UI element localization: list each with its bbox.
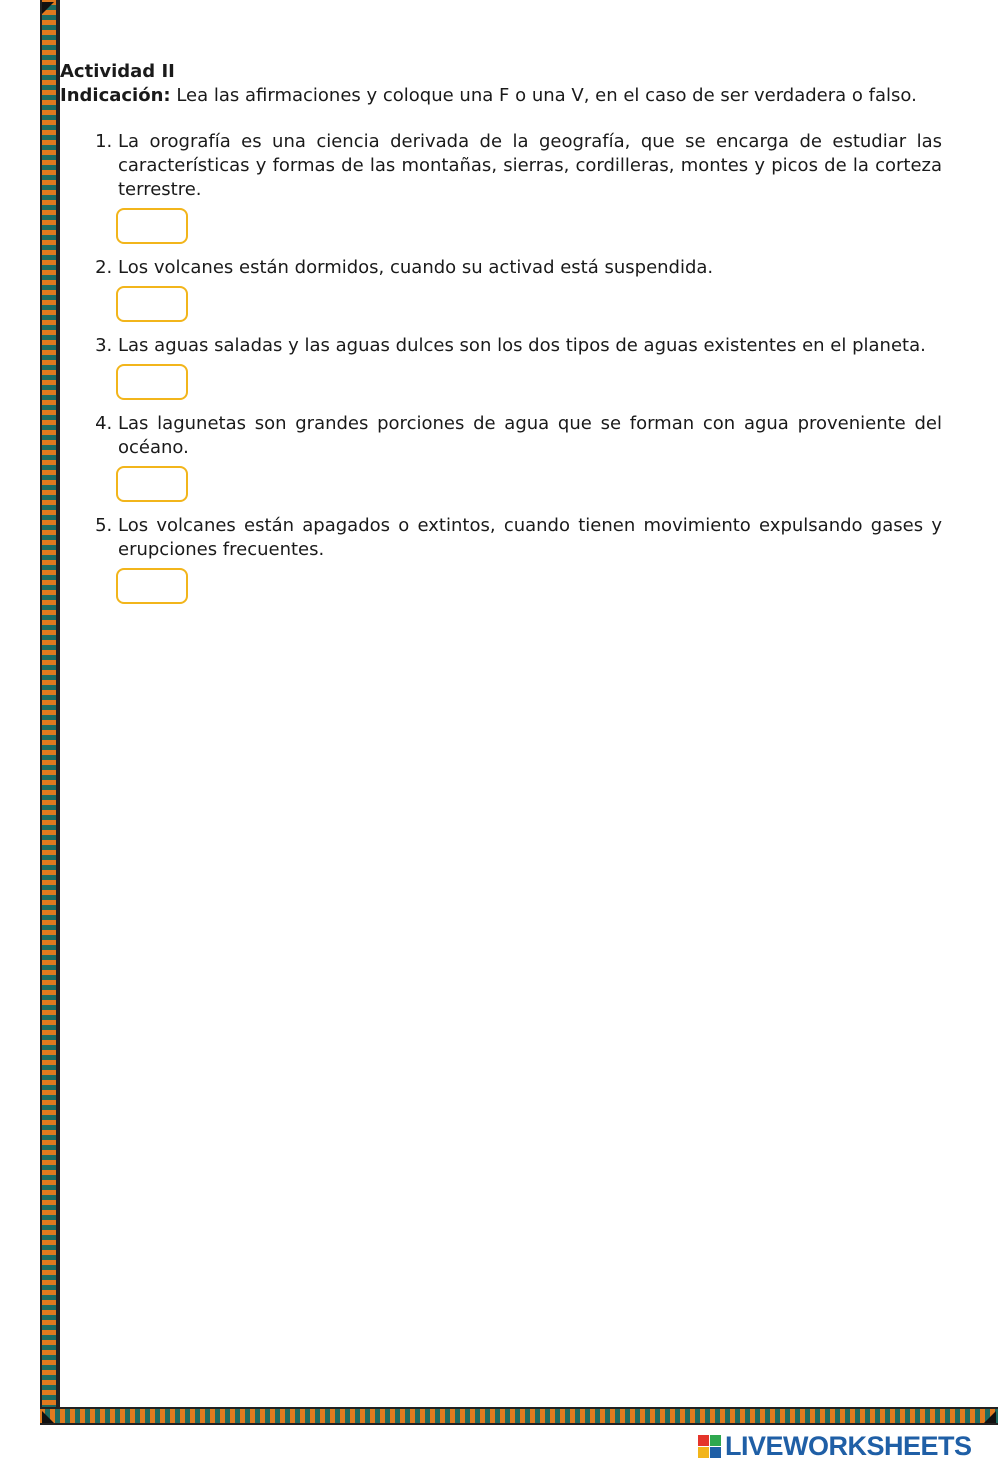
worksheet-content xyxy=(60,60,942,616)
statement-list xyxy=(60,130,942,604)
answer-input[interactable] xyxy=(116,466,188,502)
corner-triangle-icon xyxy=(984,1411,996,1423)
logo-text: LIVEWORKSHEETS xyxy=(725,1430,972,1461)
logo-tiles-icon xyxy=(698,1435,721,1458)
logo-tile xyxy=(710,1435,721,1446)
activity-title: Actividad II xyxy=(60,61,175,82)
liveworksheets-logo xyxy=(698,1431,972,1461)
statement-item xyxy=(118,130,942,244)
corner-triangle-icon xyxy=(42,2,54,14)
statement-text: 3. Las aguas saladas y las aguas dulces son los dos tipos de aguas existentes en el planeta. xyxy=(118,335,926,356)
statement-text: 2. Los volcanes están dormidos, cuando su activad está suspendida. xyxy=(118,257,714,278)
logo-tile xyxy=(698,1435,709,1446)
logo-tile xyxy=(698,1447,709,1458)
instruction xyxy=(60,84,942,108)
answer-input[interactable] xyxy=(116,286,188,322)
answer-input[interactable] xyxy=(116,208,188,244)
instruction-label: Indicación: xyxy=(60,85,171,106)
statement-item xyxy=(118,256,942,322)
instruction-text: Lea las afirmaciones y coloque una F o una V, en el caso de ser verdadera o falso. xyxy=(170,85,917,106)
statement-text: 5. Los volcanes están apagados o extintos, cuando tienen movimiento expulsando gases y erupciones frecuentes. xyxy=(118,515,942,560)
answer-input[interactable] xyxy=(116,364,188,400)
decorative-border-left xyxy=(40,0,58,1425)
statement-item xyxy=(118,334,942,400)
statement-item xyxy=(118,412,942,502)
statement-item xyxy=(118,514,942,604)
statement-text: 4. Las lagunetas son grandes porciones de agua que se forman con agua proveniente del océano. xyxy=(118,413,942,458)
statement-text: 1. La orografía es una ciencia derivada de la geografía, que se encarga de estudiar las características y formas de las montañas, sierras, cordilleras, montes y picos de la corteza terrestre. xyxy=(118,131,942,200)
corner-triangle-icon xyxy=(42,1411,54,1423)
logo-tile xyxy=(710,1447,721,1458)
answer-input[interactable] xyxy=(116,568,188,604)
decorative-border-bottom xyxy=(40,1407,998,1425)
